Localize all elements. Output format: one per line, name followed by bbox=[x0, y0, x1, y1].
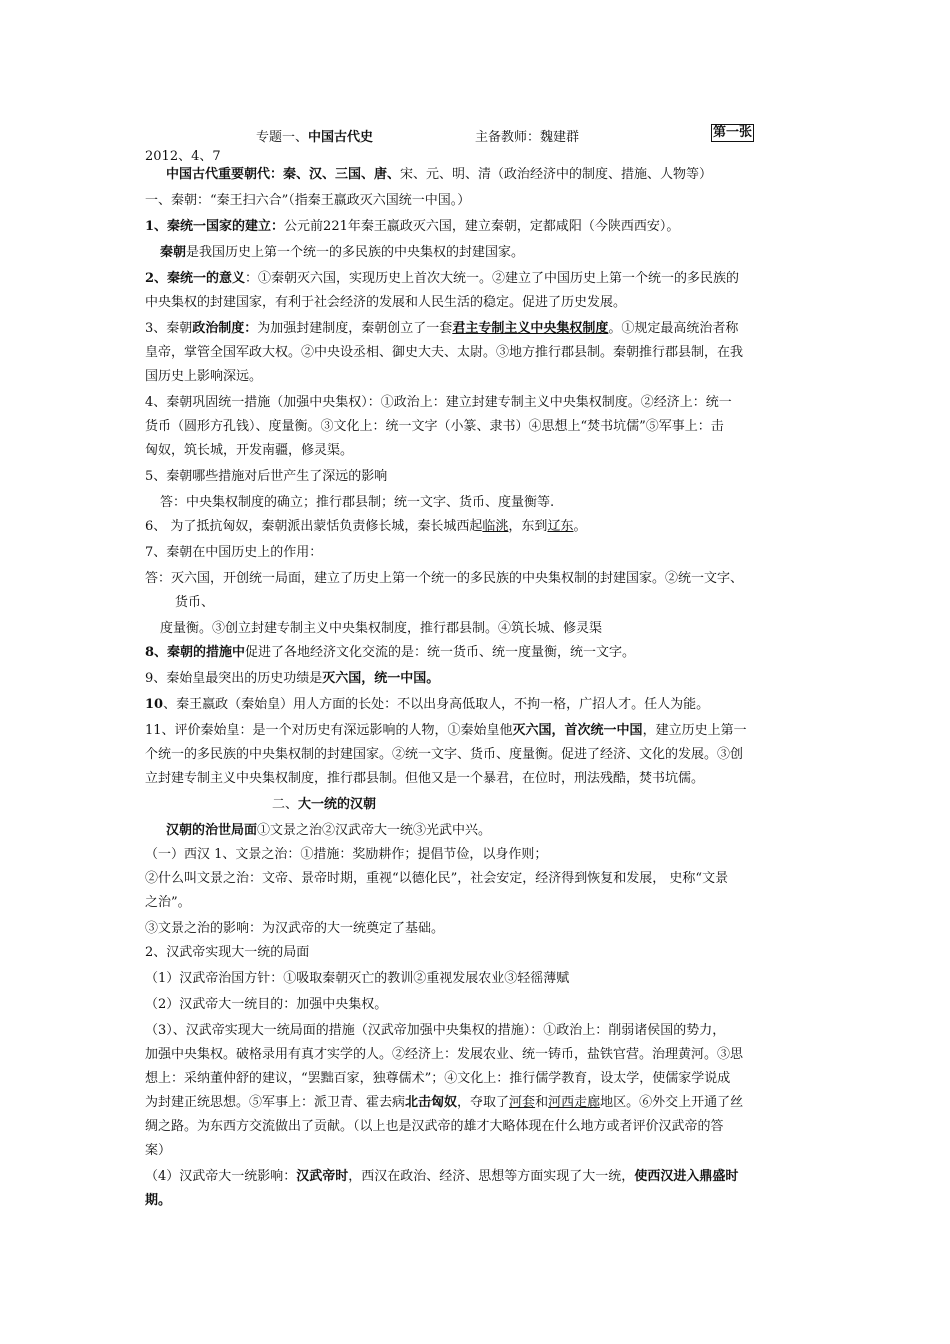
text-span: 案） bbox=[145, 1143, 172, 1158]
text-span: 货币（圆形方孔钱）、度量衡。③文化上：统一文字（小篆、隶书）④思想上“焚书坑儒”⑤军事上：击 bbox=[145, 419, 724, 434]
text-span: 5、秦朝哪些措施对后世产生了深远的影响 bbox=[145, 469, 388, 484]
sheet-number-box: 第一张 bbox=[713, 125, 753, 140]
text-line bbox=[145, 344, 815, 362]
text-line bbox=[145, 1192, 815, 1210]
text-line bbox=[145, 570, 815, 588]
text-span: 7、秦朝在中国历史上的作用： bbox=[145, 545, 323, 560]
text-span: 中央集权的封建国家，有利于社会经济的发展和人民生活的稳定。促进了历史发展。 bbox=[145, 295, 627, 310]
text-span: （3）、汉武帝实现大一统局面的措施（汉武帝加强中央集权的措施）：①政治上：削弱诸侯国的势力， bbox=[145, 1023, 726, 1038]
text-span: 政治制度： bbox=[192, 321, 258, 336]
text-span: 为加强封建制度，秦朝创立了一套 bbox=[257, 321, 453, 336]
title-prefix: 专题一、 bbox=[256, 130, 309, 145]
text-span: 9、秦始皇最突出的历史功绩是 bbox=[145, 671, 323, 686]
text-line bbox=[145, 920, 815, 938]
text-line bbox=[145, 442, 815, 460]
text-line bbox=[145, 192, 815, 210]
text-span: ③文景之治的影响：为汉武帝的大一统奠定了基础。 bbox=[145, 921, 445, 936]
text-line bbox=[145, 770, 815, 788]
text-span: 汉武帝时 bbox=[296, 1169, 349, 1184]
title-subject: 中国古代史 bbox=[308, 130, 374, 145]
document-title bbox=[256, 126, 373, 145]
text-line bbox=[145, 870, 815, 888]
text-line bbox=[145, 1070, 815, 1088]
text-span: ，东到 bbox=[508, 519, 548, 534]
text-span: 河套 bbox=[509, 1095, 536, 1110]
text-span: 加强中央集权。破格录用有真才实学的人。②经济上：发展农业、统一铸币，盐铁官营。治理黄河。③思 bbox=[145, 1047, 744, 1062]
text-line bbox=[145, 468, 815, 486]
text-span: 。①规定最高统治者称 bbox=[608, 321, 739, 336]
text-line bbox=[145, 218, 815, 236]
text-span: 二、 bbox=[272, 797, 299, 812]
text-span: ：①秦朝灭六国，实现历史上首次大统一。②建立了中国历史上第一个统一的多民族的 bbox=[245, 271, 740, 286]
text-span: 使西汉进入鼎盛时 bbox=[634, 1169, 739, 1184]
text-span: 汉朝的治世局面 bbox=[166, 823, 258, 838]
text-span: （4）汉武帝大一统影响： bbox=[145, 1169, 297, 1184]
text-line bbox=[166, 822, 836, 840]
text-line bbox=[145, 1118, 815, 1136]
text-span: 绸之路。为东西方交流做出了贡献。（以上也是汉武帝的雄才大略体现在什么地方或者评价汉武帝的答 bbox=[145, 1119, 724, 1134]
text-line bbox=[145, 418, 815, 436]
text-span: ②什么叫文景之治：文帝、景帝时期，重视“以德化民”，社会安定，经济得到恢复和发展， 史称“文景 bbox=[145, 871, 729, 886]
text-line bbox=[145, 1022, 815, 1040]
text-span: 地区。⑥外交上开通了丝 bbox=[600, 1095, 744, 1110]
text-line bbox=[145, 970, 815, 988]
text-span: 之治”。 bbox=[145, 895, 191, 910]
teacher-name: 主备教师：魏建群 bbox=[475, 130, 580, 145]
text-line bbox=[145, 996, 815, 1014]
text-span: （1）汉武帝治国方针：①吸取秦朝灭亡的教训②重视发展农业③轻徭薄赋 bbox=[145, 971, 570, 986]
text-line bbox=[175, 594, 845, 612]
text-span: 10 bbox=[145, 697, 164, 712]
text-span: 答：灭六国，开创统一局面，建立了历史上第一个统一的多民族的中央集权制的封建国家。②统一文字、 bbox=[145, 571, 744, 586]
text-span: 匈奴，筑长城，开发南疆，修灵渠。 bbox=[145, 443, 354, 458]
text-line bbox=[145, 368, 815, 386]
text-span: 临洮 bbox=[482, 519, 509, 534]
text-span: 河西走廊 bbox=[548, 1095, 601, 1110]
text-span: 货币、 bbox=[175, 595, 215, 610]
text-line bbox=[145, 944, 815, 962]
text-line bbox=[145, 670, 815, 688]
text-span: 秦朝 bbox=[160, 245, 187, 260]
text-line bbox=[160, 494, 830, 512]
text-span: 想上：采纳董仲舒的建议，“罢黜百家，独尊儒术”；④文化上：推行儒学教育，设太学，使儒家学说成 bbox=[145, 1071, 731, 1086]
text-line bbox=[145, 294, 815, 312]
text-line bbox=[145, 746, 815, 764]
text-line bbox=[145, 394, 815, 412]
text-span: 。 bbox=[573, 519, 587, 534]
text-line bbox=[145, 1168, 815, 1186]
text-line bbox=[145, 1142, 815, 1160]
text-span: 灭六国，统一中国。 bbox=[322, 671, 440, 686]
text-line bbox=[166, 166, 836, 184]
text-line bbox=[160, 244, 830, 262]
text-span: ，建立历史上第一 bbox=[642, 723, 747, 738]
text-span: （一）西汉 1、文景之治：①措施：奖励耕作；提倡节俭，以身作则； bbox=[145, 847, 548, 862]
text-span: 促进了各地经济文化交流的是：统一货币、统一度量衡，统一文字。 bbox=[245, 645, 636, 660]
text-span: 4、秦朝巩固统一措施（加强中央集权）：①政治上：建立封建专制主义中央集权制度。②经济上：统一 bbox=[145, 395, 732, 410]
text-line bbox=[145, 1046, 815, 1064]
text-span: 国历史上影响深远。 bbox=[145, 369, 263, 384]
text-span: 立封建专制主义中央集权制度，推行郡县制。但他又是一个暴君，在位时，刑法残酷，焚书坑儒。 bbox=[145, 771, 705, 786]
text-span: 君主专制主义中央集权制度 bbox=[452, 321, 609, 336]
text-line bbox=[145, 518, 815, 536]
text-line bbox=[145, 270, 815, 288]
text-span: ①文景之治②汉武帝大一统③光武中兴。 bbox=[257, 823, 492, 838]
text-span: 2、汉武帝实现大一统的局面 bbox=[145, 945, 310, 960]
text-span: 宋、元、明、清（政治经济中的制度、措施、人物等） bbox=[400, 167, 713, 182]
text-span: 1、秦统一国家的建立： bbox=[145, 219, 285, 234]
text-span: 一、秦朝：“秦王扫六合”（指秦王嬴政灭六国统一中国。） bbox=[145, 193, 471, 208]
text-line bbox=[160, 620, 830, 638]
text-span: 期。 bbox=[145, 1193, 172, 1208]
text-line bbox=[145, 722, 815, 740]
text-line bbox=[145, 1094, 815, 1112]
text-span: 公元前221年秦王嬴政灭六国，建立秦朝，定都咸阳（今陕西西安）。 bbox=[284, 219, 680, 234]
text-span: （2）汉武帝大一统目的：加强中央集权。 bbox=[145, 997, 388, 1012]
text-line bbox=[272, 796, 942, 814]
text-line bbox=[145, 696, 815, 714]
text-span: 皇帝，掌管全国军政大权。②中央设丞相、御史大夫、太尉。③地方推行郡县制。秦朝推行郡县制，在我 bbox=[145, 345, 744, 360]
text-span: 辽东 bbox=[547, 519, 574, 534]
text-span: 6、 为了抵抗匈奴，秦朝派出蒙恬负责修长城，秦长城西起 bbox=[145, 519, 483, 534]
text-span: 度量衡。③创立封建专制主义中央集权制度，推行郡县制。④筑长城、修灵渠 bbox=[160, 621, 603, 636]
text-line bbox=[145, 320, 815, 338]
text-span: ，西汉在政治、经济、思想等方面实现了大一统， bbox=[348, 1169, 635, 1184]
text-span: 8、秦朝的措施中 bbox=[145, 645, 246, 660]
text-span: 答：中央集权制度的确立；推行郡县制；统一文字、货币、度量衡等. bbox=[160, 495, 555, 510]
text-span: 个统一的多民族的中央集权制的封建国家。②统一文字、货币、度量衡。促进了经济、文化的发展。③创 bbox=[145, 747, 744, 762]
text-span: ，夺取了 bbox=[457, 1095, 510, 1110]
text-line bbox=[145, 894, 815, 912]
text-span: 和 bbox=[535, 1095, 549, 1110]
text-span: 大一统的汉朝 bbox=[298, 797, 377, 812]
text-span: 11、评价秦始皇：是一个对历史有深远影响的人物，①秦始皇他 bbox=[145, 723, 513, 738]
text-line bbox=[145, 544, 815, 562]
document-date: 2012、4、7 bbox=[145, 149, 221, 164]
text-span: 为封建正统思想。⑤军事上：派卫青、霍去病 bbox=[145, 1095, 406, 1110]
text-span: 3、秦朝 bbox=[145, 321, 193, 336]
text-line bbox=[145, 846, 815, 864]
text-span: 是我国历史上第一个统一的多民族的中央集权的封建国家。 bbox=[186, 245, 525, 260]
text-line bbox=[145, 644, 815, 662]
text-span: 、秦王嬴政（秦始皇）用人方面的长处：不以出身高低取人，不拘一格，广招人才。任人为能。 bbox=[163, 697, 710, 712]
text-span: 灭六国，首次统一中国 bbox=[512, 723, 643, 738]
text-span: 2、秦统一的意义 bbox=[145, 271, 246, 286]
text-span: 中国古代重要朝代：秦、汉、三国、唐、 bbox=[166, 167, 401, 182]
text-span: 北击匈奴 bbox=[405, 1095, 458, 1110]
